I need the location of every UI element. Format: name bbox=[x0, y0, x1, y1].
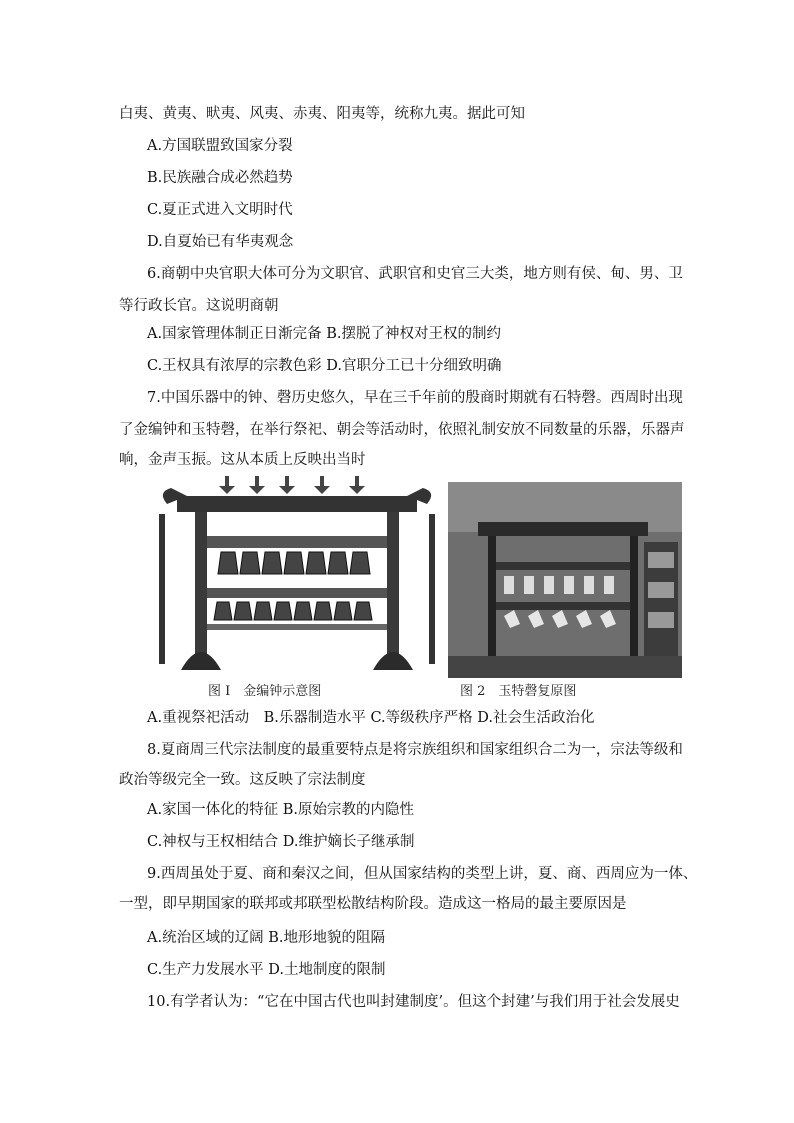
figure1-caption: 图 I 金编钟示意图 bbox=[208, 684, 322, 699]
q7-stem-cont2: 响，金声玉振。这从本质上反映出当时 bbox=[119, 452, 366, 468]
q6-stem: 6.商朝中央官职大体可分为文职官、武职官和史官三大类，地方则有侯、甸、男、卫 bbox=[147, 266, 683, 282]
q7-options: A.重视祭祀活动 B.乐器制造水平 C.等级秩序严格 D.社会生活政治化 bbox=[147, 710, 595, 726]
q10-stem: 10.有学者认为：“它在中国古代也叫封建制度’。但这个封建’与我们用于社会发展史 bbox=[147, 994, 680, 1010]
q8-options-cd: C.神权与王权相结合 D.维护嫡长子继承制 bbox=[147, 834, 415, 850]
q5-option-a: A.方国联盟致国家分裂 bbox=[147, 138, 293, 154]
q9-options-cd: C.生产力发展水平 D.土地制度的限制 bbox=[147, 962, 386, 978]
q9-stem-cont: 一型，即早期国家的联邦或邦联型松散结构阶段。造成这一格局的最主要原因是 bbox=[119, 896, 627, 912]
q8-stem: 8.夏商周三代宗法制度的最重要特点是将宗族组织和国家组织合二为一，宗法等级和 bbox=[147, 742, 683, 758]
q9-options-ab: A.统治区域的辽阔 B.地形地貌的阻隔 bbox=[147, 930, 385, 946]
q5-option-d: D.自夏始已有华夷观念 bbox=[147, 234, 294, 250]
q5-option-c: C.夏正式进入文明时代 bbox=[147, 202, 293, 218]
q6-options-cd: C.王权具有浓厚的宗教色彩 D.官职分工已十分细致明确 bbox=[147, 358, 502, 374]
figure-bronze-bells bbox=[157, 474, 437, 678]
figure2-caption: 图 2 玉特磬复原图 bbox=[460, 684, 577, 699]
q6-options-ab: A.国家管理体制正日渐完备 B.摆脱了神权对王权的制约 bbox=[147, 326, 501, 342]
q9-stem: 9.西周虽处于夏、商和秦汉之间，但从国家结构的类型上讲，夏、商、西周应为一体、 bbox=[147, 866, 698, 882]
figure-jade-chime bbox=[448, 482, 682, 678]
q6-stem-cont: 等行政长官。这说明商朝 bbox=[119, 298, 279, 314]
q8-stem-cont: 政治等级完全一致。这反映了宗法制度 bbox=[119, 772, 366, 788]
q8-options-ab: A.家国一体化的特征 B.原始宗教的内隐性 bbox=[147, 802, 414, 818]
q7-stem: 7.中国乐器中的钟、磬历史悠久，早在三千年前的殷商时期就有石特磬。西周时出现 bbox=[147, 390, 683, 406]
line-l1: 白夷、黄夷、畎夷、风夷、赤夷、阳夷等，统称九夷。据此可知 bbox=[119, 106, 525, 122]
q7-stem-cont: 了金编钟和玉特磬，在举行祭祀、朝会等活动时，依照礼制安放不同数量的乐器，乐器声 bbox=[119, 422, 685, 438]
q5-option-b: B.民族融合成必然趋势 bbox=[147, 170, 293, 186]
